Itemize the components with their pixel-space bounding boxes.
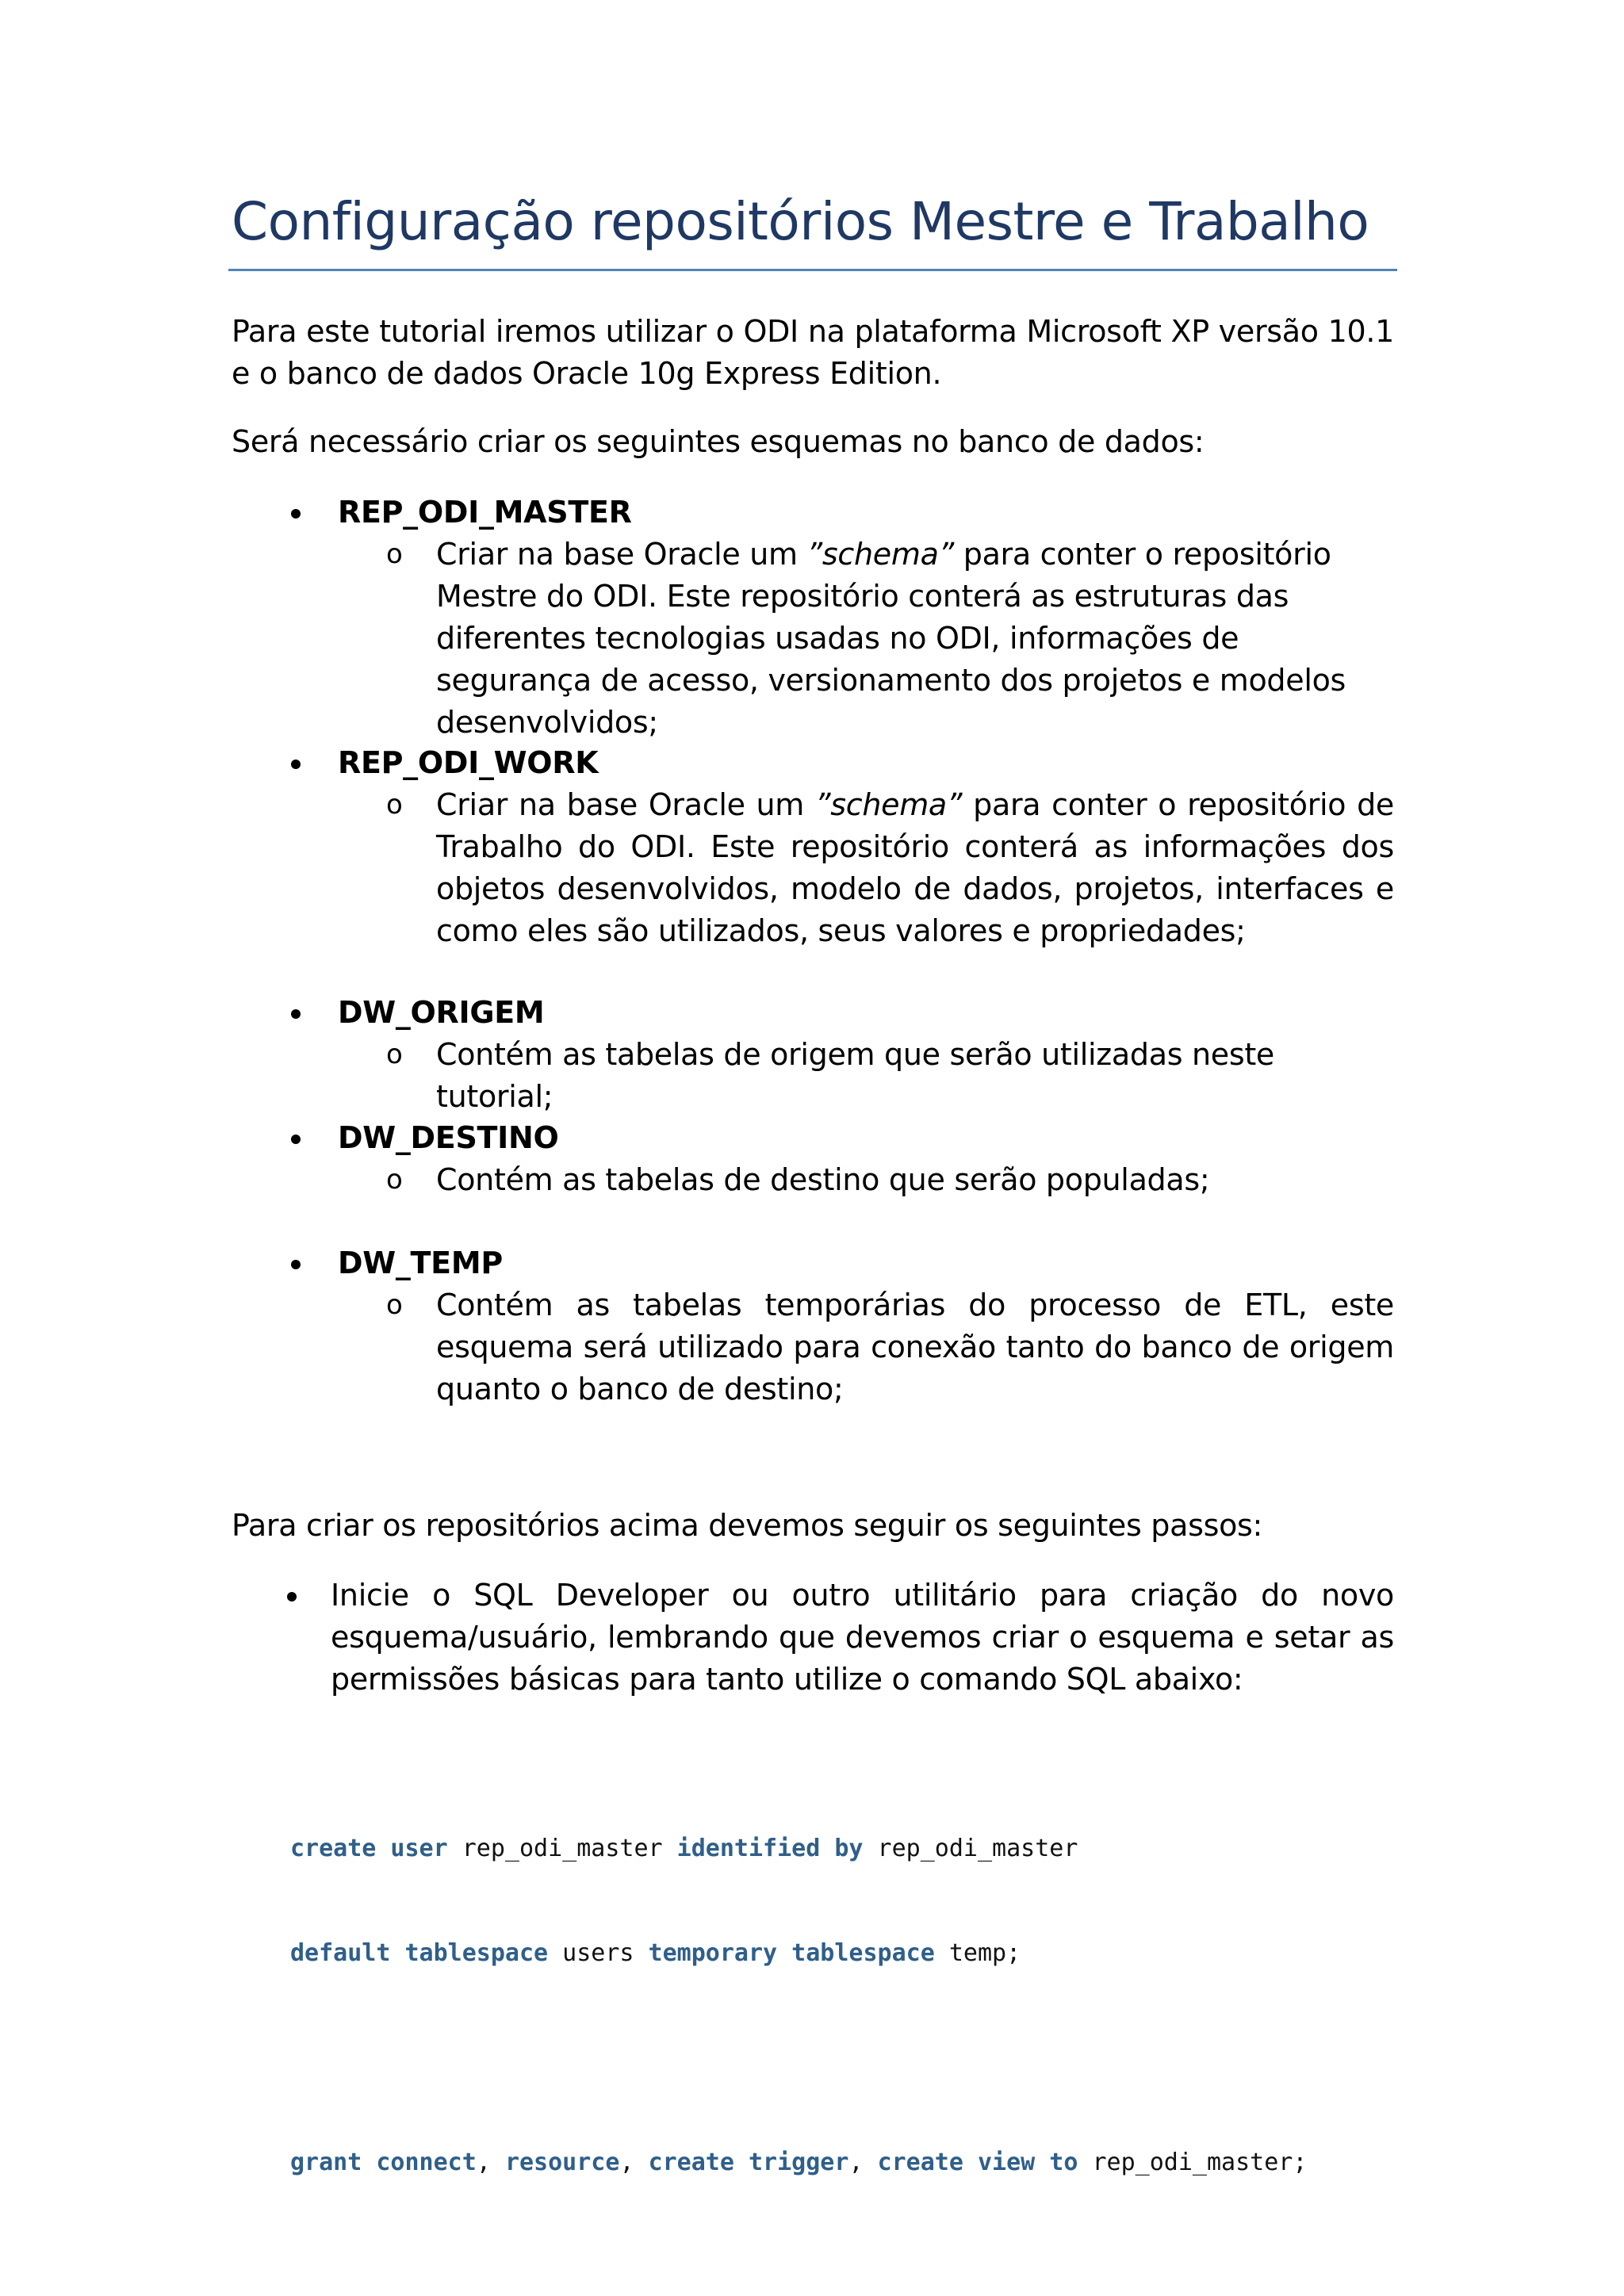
- sql-keyword: create user: [290, 1835, 448, 1862]
- sql-identifier: ,: [619, 2149, 649, 2176]
- sub-bullet-icon: o: [386, 1289, 403, 1321]
- schema-name: DW_ORIGEM: [338, 995, 545, 1030]
- description-text: para conter o repositório de Trabalho do ODI. Este repositório conterá as informações dos objetos desenvolvidos, modelo de dados, projetos, interfaces e como eles são utilizados, seus valores e propriedades;: [436, 787, 1394, 948]
- sql-keyword: create view to: [877, 2149, 1078, 2176]
- sql-identifier: rep_odi_master;: [1078, 2149, 1308, 2176]
- schema-name: REP_ODI_WORK: [338, 745, 599, 780]
- schema-description: [436, 784, 1394, 952]
- description-text: Criar na base Oracle um: [436, 537, 807, 572]
- step-item: Inicie o SQL Developer ou outro utilitário para criação do novo esquema/usuário, lembrando que devemos criar o esquema e setar as permissões básicas para tanto utilize o comando SQL abaixo:: [331, 1578, 1394, 1697]
- sub-bullet-icon: o: [386, 538, 403, 570]
- code-line: [290, 1831, 1321, 1866]
- sql-identifier: temp;: [934, 1939, 1021, 1967]
- bullet-icon: [291, 509, 301, 519]
- sql-identifier: users: [548, 1939, 649, 1967]
- sql-keyword: grant connect: [290, 2149, 477, 2176]
- bullet-icon: [291, 1135, 301, 1144]
- description-text: para conter o repositório Mestre do ODI. Este repositório conterá as estruturas das diferentes tecnologias usadas no ODI, informações de segurança de acesso, versionamento dos projetos e modelos desenvolvidos;: [436, 537, 1346, 740]
- schemas-heading: Será necessário criar os seguintes esquemas no banco de dados:: [232, 424, 1205, 459]
- description-text: Criar na base Oracle um: [436, 787, 815, 822]
- schema-description: [436, 534, 1394, 744]
- schema-description: Contém as tabelas de destino que serão populadas;: [436, 1162, 1210, 1197]
- bullet-icon: [287, 1592, 297, 1601]
- sql-identifier: rep_odi_master: [863, 1835, 1078, 1862]
- schema-description: Contém as tabelas temporárias do processo de ETL, este esquema será utilizado para conexão tanto do banco de origem quanto o banco de destino;: [436, 1288, 1394, 1406]
- code-line: [290, 2145, 1321, 2180]
- code-blank-line: [290, 2041, 1321, 2076]
- steps-heading: Para criar os repositórios acima devemos seguir os seguintes passos:: [232, 1508, 1263, 1543]
- sql-keyword: identified by: [676, 1835, 864, 1862]
- bullet-icon: [291, 1009, 301, 1019]
- sql-identifier: rep_odi_master: [447, 1835, 677, 1862]
- sql-identifier: ,: [848, 2149, 878, 2176]
- schema-description: Contém as tabelas de origem que serão utilizadas neste tutorial;: [436, 1037, 1275, 1114]
- schema-name: DW_TEMP: [338, 1246, 503, 1280]
- bullet-icon: [291, 1260, 301, 1269]
- sql-code-block: [290, 1762, 1321, 2250]
- schema-term: ”schema”: [806, 537, 954, 572]
- page-title: Configuração repositórios Mestre e Trabalho: [232, 191, 1369, 252]
- schema-term: ”schema”: [814, 787, 963, 822]
- sql-keyword: create trigger: [648, 2149, 849, 2176]
- sub-bullet-icon: o: [386, 1164, 403, 1196]
- sql-keyword: default tablespace: [290, 1939, 549, 1967]
- sql-identifier: ,: [476, 2149, 505, 2176]
- schema-name: DW_DESTINO: [338, 1120, 559, 1155]
- sql-keyword: temporary tablespace: [648, 1939, 935, 1967]
- bullet-icon: [291, 760, 301, 769]
- schema-name: REP_ODI_MASTER: [338, 495, 632, 530]
- intro-paragraph: Para este tutorial iremos utilizar o ODI na plataforma Microsoft XP versão 10.1 e o banco de dados Oracle 10g Express Edition.: [232, 314, 1394, 391]
- code-line: [290, 1936, 1321, 1971]
- sub-bullet-icon: o: [386, 789, 403, 821]
- title-underline: [228, 269, 1397, 271]
- sub-bullet-icon: o: [386, 1039, 403, 1070]
- sql-keyword: resource: [504, 2149, 620, 2176]
